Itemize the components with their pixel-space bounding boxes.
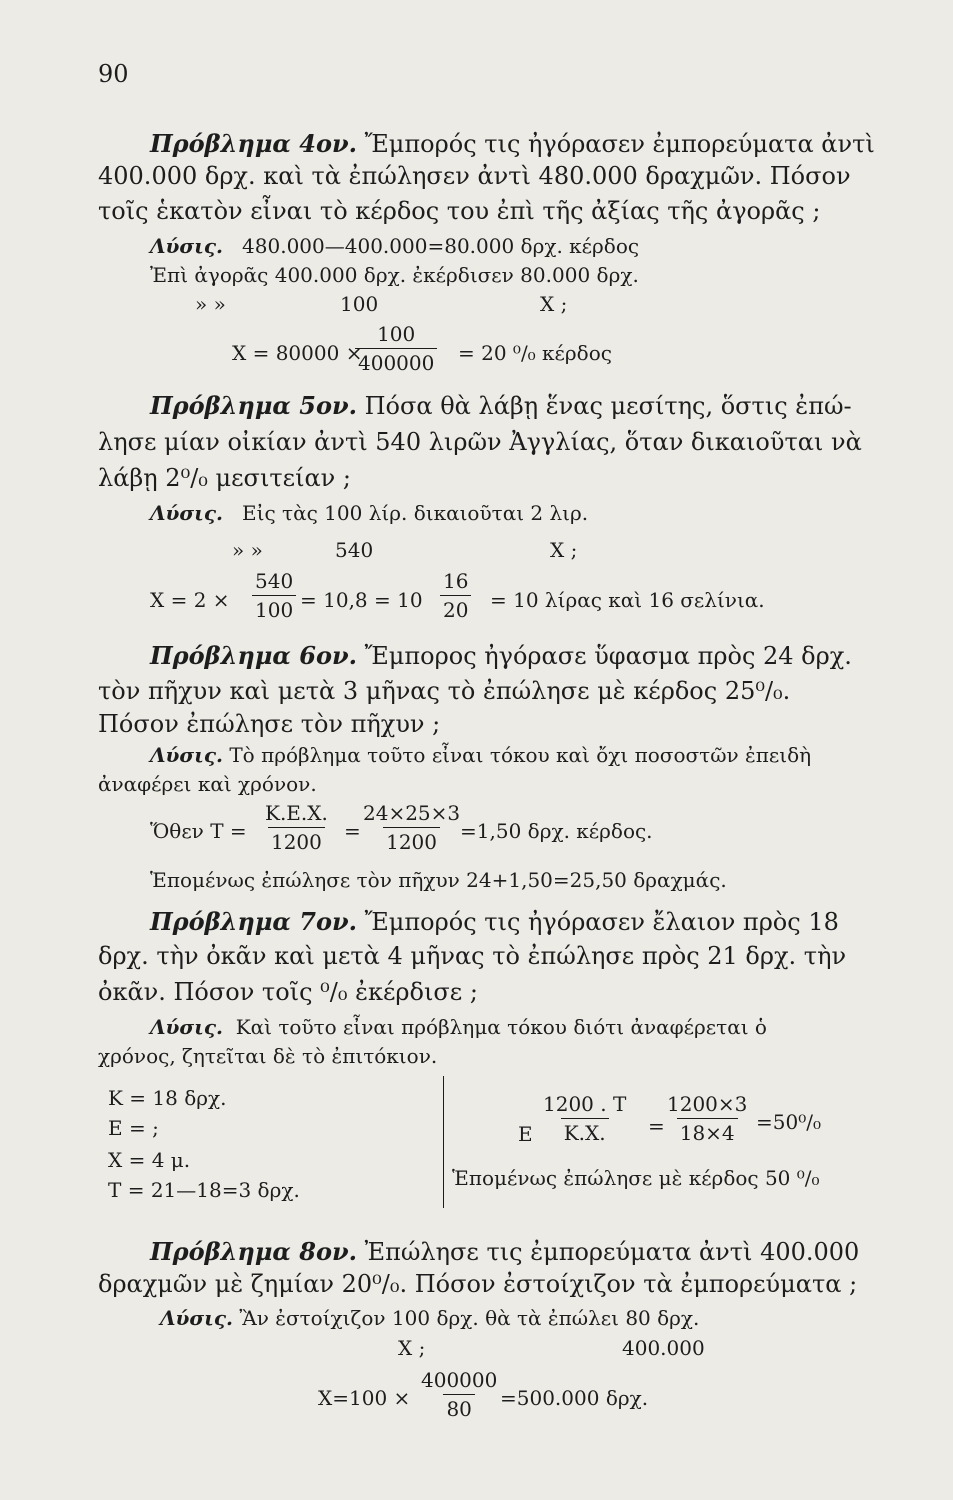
problem-6-fraction-1: $\frac{K.E.X.}{1200}$	[265, 801, 328, 854]
problem-4-fraction: $\frac{100}{400000}$	[355, 324, 437, 373]
problem-8-line-2: δραχμῶν μὲ ζημίαν 20⁰/₀. Πόσον ἐστοίχιζον τὰ ἐμπορεύματα ;	[98, 1270, 858, 1298]
solution-label: Λύσις.	[160, 1306, 233, 1330]
problem-7-equation-equals: =	[648, 1114, 665, 1138]
given-rate: Ε = ;	[108, 1116, 159, 1140]
problem-5-fraction-1: $\frac{540}{100}$	[252, 571, 296, 620]
problem-7-label: Πρόβλημα 7ον.	[150, 907, 357, 936]
problem-5-equation-left: X = 2 ×	[150, 588, 230, 612]
given-time: Χ = 4 μ.	[108, 1148, 191, 1172]
problem-5-fraction-2: $\frac{16}{20}$	[440, 571, 471, 620]
problem-5-equation-middle: = 10,8 = 10	[300, 588, 423, 612]
problem-6-solution-2: ἀναφέρει καὶ χρόνον.	[98, 772, 317, 796]
problem-4-solution-2: Ἐπὶ ἀγορᾶς 400.000 δρχ. ἐκέρδισεν 80.000 δρχ.	[150, 263, 639, 287]
problem-4-equation-left: X = 80000 ×	[232, 341, 363, 365]
problem-6-line-3: Πόσον ἐπώλησε τὸν πῆχυν ;	[98, 710, 441, 738]
problem-5-line-2: λησε μίαν οἰκίαν ἀντὶ 540 λιρῶν Ἀγγλίας, ὅταν δικαιοῦται νὰ	[98, 428, 862, 456]
problem-4-solution-1: Λύσις. 480.000—400.000=80.000 δρχ. κέρδος	[150, 234, 640, 258]
solution-label: Λύσις.	[150, 743, 223, 767]
problem-4-line-2: 400.000 δρχ. καὶ τὰ ἐπώλησεν ἀντὶ 480.000 δραχμῶν. Πόσον	[98, 162, 851, 190]
problem-7-fraction-2: $\frac{1200\times 3}{18\times 4}$	[667, 1092, 748, 1145]
problem-8-ratio-value: 400.000	[622, 1336, 705, 1360]
problem-8-ratio-x: X ;	[398, 1336, 426, 1360]
problem-5-line-1: Πρόβλημα 5ον. Πόσα θὰ λάβῃ ἕνας μεσίτης, ὅστις ἐπώ-	[150, 391, 852, 420]
problem-7-line-3: ὀκᾶν. Πόσον τοῖς ⁰/₀ ἐκέρδισε ;	[98, 978, 478, 1006]
problem-6-fraction-2: $\frac{24\times 25\times 3}{1200}$	[363, 801, 461, 854]
problem-7-fraction-1: $\frac{1200 . T}{K.X.}$	[543, 1092, 627, 1145]
problem-4-ditto: » »	[195, 292, 226, 316]
problem-7-equation-left: Ε	[518, 1122, 533, 1146]
problem-6-line-2: τὸν πῆχυν καὶ μετὰ 3 μῆνας τὸ ἐπώλησε μὲ κέρδος 25⁰/₀.	[98, 677, 791, 705]
problem-5-ratio-x: X ;	[550, 538, 578, 562]
problem-6-line-1: Πρόβλημα 6ον. Ἔμπορος ἠγόρασε ὕφασμα πρὸς 24 δρχ.	[150, 641, 852, 670]
problem-4-equation-right: = 20 ⁰/₀ κέρδος	[458, 341, 612, 365]
divider-line	[443, 1076, 444, 1208]
problem-6-equation-right: =1,50 δρχ. κέρδος.	[460, 819, 653, 843]
problem-5-label: Πρόβλημα 5ον.	[150, 391, 357, 420]
problem-8-equation-left: X=100 ×	[318, 1386, 411, 1410]
given-interest: Τ = 21—18=3 δρχ.	[108, 1178, 300, 1202]
solution-label: Λύσις.	[150, 501, 223, 525]
problem-7-result: Ἑπομένως ἐπώλησε μὲ κέρδος 50 ⁰/₀	[452, 1166, 820, 1190]
problem-7-solution-2: χρόνος, ζητεῖται δὲ τὸ ἐπιτόκιον.	[98, 1044, 438, 1068]
problem-4-text-1: Ἔμπορός τις ἠγόρασεν ἐμπορεύματα ἀντὶ	[364, 130, 875, 158]
problem-8-label: Πρόβλημα 8ον.	[150, 1237, 357, 1266]
problem-8-equation-right: =500.000 δρχ.	[500, 1386, 649, 1410]
problem-5-equation-right: = 10 λίρας καὶ 16 σελίνια.	[490, 588, 765, 612]
problem-8-fraction: $\frac{400000}{80}$	[421, 1368, 498, 1421]
problem-6-label: Πρόβλημα 6ον.	[150, 641, 357, 670]
problem-5-line-3: λάβῃ 2⁰/₀ μεσιτείαν ;	[98, 464, 351, 492]
solution-label: Λύσις.	[150, 234, 223, 258]
problem-8-line-1: Πρόβλημα 8ον. Ἐπώλησε τις ἐμπορεύματα ἀντὶ 400.000	[150, 1237, 860, 1266]
problem-4-ratio-100: 100	[340, 292, 379, 316]
problem-6-equation-left: Ὅθεν Τ =	[150, 819, 247, 843]
problem-6-solution-1: Λύσις. Τὸ πρόβλημα τοῦτο εἶναι τόκου καὶ ὄχι ποσοστῶν ἐπειδὴ	[150, 743, 812, 767]
page-number: 90	[98, 60, 129, 88]
solution-label: Λύσις.	[150, 1015, 223, 1039]
given-capital: Κ = 18 δρχ.	[108, 1086, 227, 1110]
problem-4-label: Πρόβλημα 4ον.	[150, 129, 357, 158]
problem-7-line-2: δρχ. τὴν ὀκᾶν καὶ μετὰ 4 μῆνας τὸ ἐπώλησε πρὸς 21 δρχ. τὴν	[98, 942, 847, 970]
problem-7-solution-1: Λύσις. Καὶ τοῦτο εἶναι πρόβλημα τόκου διότι ἀναφέρεται ὁ	[150, 1015, 767, 1039]
problem-6-equation-equals: =	[344, 819, 361, 843]
problem-4-ratio-x: X ;	[540, 292, 568, 316]
problem-7-line-1: Πρόβλημα 7ον. Ἔμπορός τις ἠγόρασεν ἔλαιον πρὸς 18	[150, 907, 839, 936]
problem-5-solution-1: Λύσις. Εἰς τὰς 100 λίρ. δικαιοῦται 2 λιρ.	[150, 501, 589, 525]
problem-4-line-1	[150, 129, 875, 158]
problem-5-ditto: » »	[232, 538, 263, 562]
problem-5-ratio-540: 540	[335, 538, 374, 562]
problem-8-solution-1: Λύσις. Ἂν ἐστοίχιζον 100 δρχ. θὰ τὰ ἐπώλει 80 δρχ.	[160, 1306, 700, 1330]
problem-4-line-3: τοῖς ἑκατὸν εἶναι τὸ κέρδος του ἐπὶ τῆς ἀξίας τῆς ἀγορᾶς ;	[98, 197, 821, 225]
problem-6-result: Ἑπομένως ἐπώλησε τὸν πῆχυν 24+1,50=25,50 δραχμάς.	[150, 868, 727, 892]
problem-7-equation-right: =50⁰/₀	[756, 1110, 821, 1134]
